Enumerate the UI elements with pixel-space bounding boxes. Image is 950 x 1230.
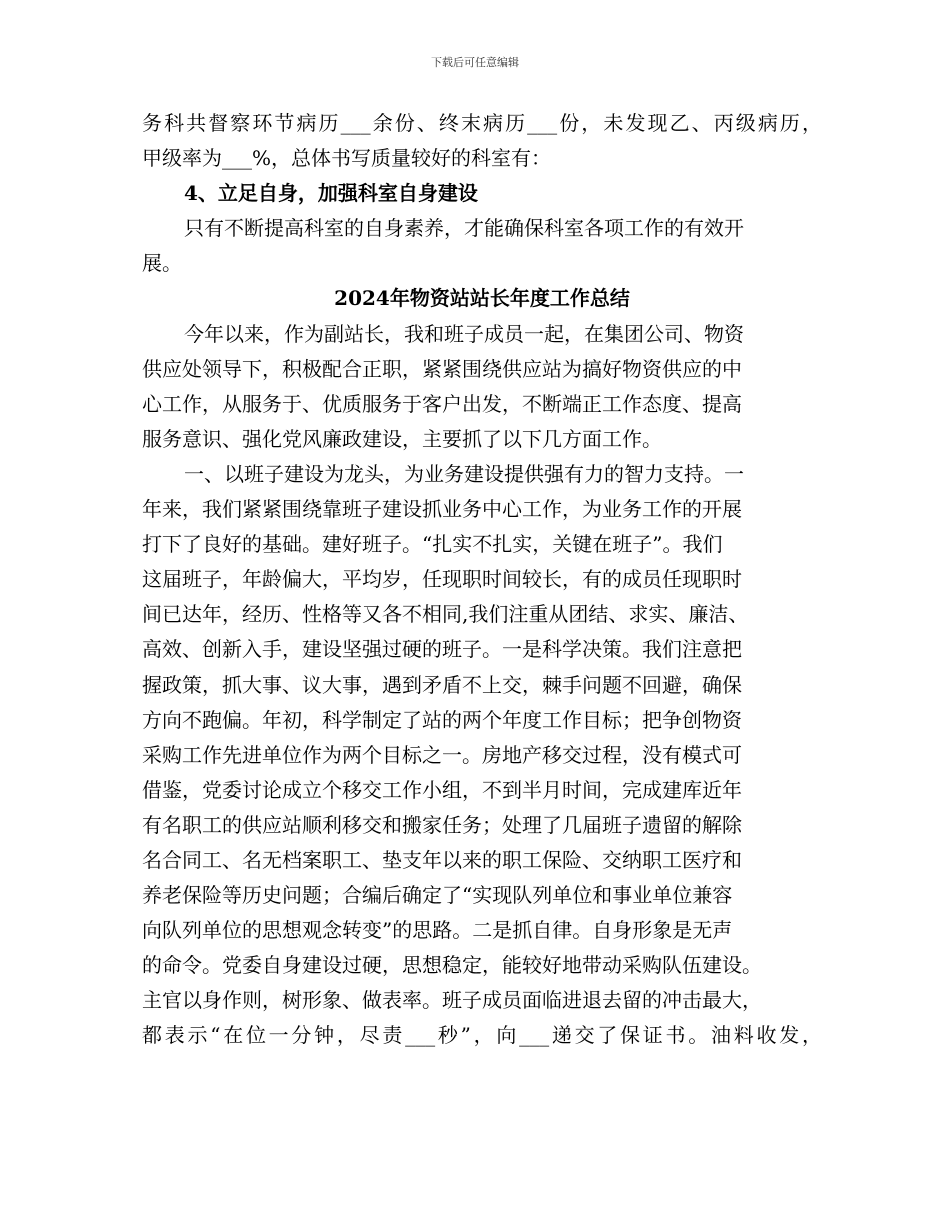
text-line: 握政策，抓大事、议大事，遇到矛盾不上交，棘手问题不回避，确保 (142, 672, 742, 697)
document-title: 2024年物资站站长年度工作总结 (334, 286, 630, 311)
text-line: 服务意识、强化党风廉政建设，主要抓了以下几方面工作。 (142, 426, 662, 451)
text-line: 的命令。党委自身建设过硬，思想稳定，能较好地带动采购队伍建设。 (142, 953, 762, 978)
text-line: 有名职工的供应站顺利移交和搬家任务；处理了几届班子遗留的解除 (142, 812, 742, 837)
text-line: 养老保险等历史问题；合编后确定了“实现队列单位和事业单位兼容 (142, 883, 733, 908)
text-line: 年来，我们紧紧围绕靠班子建设抓业务中心工作，为业务工作的开展 (142, 497, 742, 522)
text-line: 这届班子，年龄偏大，平均岁，任现职时间较长，有的成员任现职时 (142, 567, 742, 592)
text-line: 今年以来，作为副站长，我和班子成员一起，在集团公司、物资 (184, 321, 744, 346)
text-line: 向队列单位的思想观念转变”的思路。二是抓自律。自身形象是无声 (142, 918, 733, 943)
text-line: 名合同工、名无档案职工、垫支年以来的职工保险、交纳职工医疗和 (142, 847, 742, 872)
text-line: 高效、创新入手，建设坚强过硬的班子。一是科学决策。我们注意把 (142, 637, 742, 662)
text-line: 主官以身作则，树形象、做表率。班子成员面临进退去留的冲击最大， (142, 988, 762, 1013)
text-line: 展。 (142, 251, 182, 276)
text-line: 采购工作先进单位作为两个目标之一。房地产移交过程，没有模式可 (142, 742, 742, 767)
text-line: 都表示“在位一分钟，尽责___秒”，向___递交了保证书。油料收发， (142, 1023, 822, 1048)
section-heading: 4、立足自身，加强科室自身建设 (184, 181, 478, 206)
page-header: 下载后可任意编辑 (431, 56, 519, 69)
text-line: 甲级率为___%，总体书写质量较好的科室有： (142, 146, 552, 171)
text-line: 只有不断提高科室的自身素养，才能确保科室各项工作的有效开 (184, 216, 744, 241)
text-line: 打下了良好的基础。建好班子。“扎实不扎实，关键在班子”。我们 (142, 532, 723, 557)
document-body (142, 106, 822, 1054)
text-line: 间已达年，经历、性格等又各不相同,我们注重从团结、求实、廉洁、 (142, 602, 749, 627)
text-line: 方向不跑偏。年初，科学制定了站的两个年度工作目标；把争创物资 (142, 707, 742, 732)
text-line: 借鉴，党委讨论成立个移交工作小组，不到半月时间，完成建库近年 (142, 777, 742, 802)
text-line: 务科共督察环节病历___余份、终末病历___份，未发现乙、丙级病历， (142, 111, 822, 135)
text-line: 心工作，从服务于、优质服务于客户出发，不断端正工作态度、提高 (142, 391, 742, 416)
text-line: 一、以班子建设为龙头，为业务建设提供强有力的智力支持。一 (184, 461, 744, 486)
text-line: 供应处领导下，积极配合正职，紧紧围绕供应站为搞好物资供应的中 (142, 356, 742, 381)
